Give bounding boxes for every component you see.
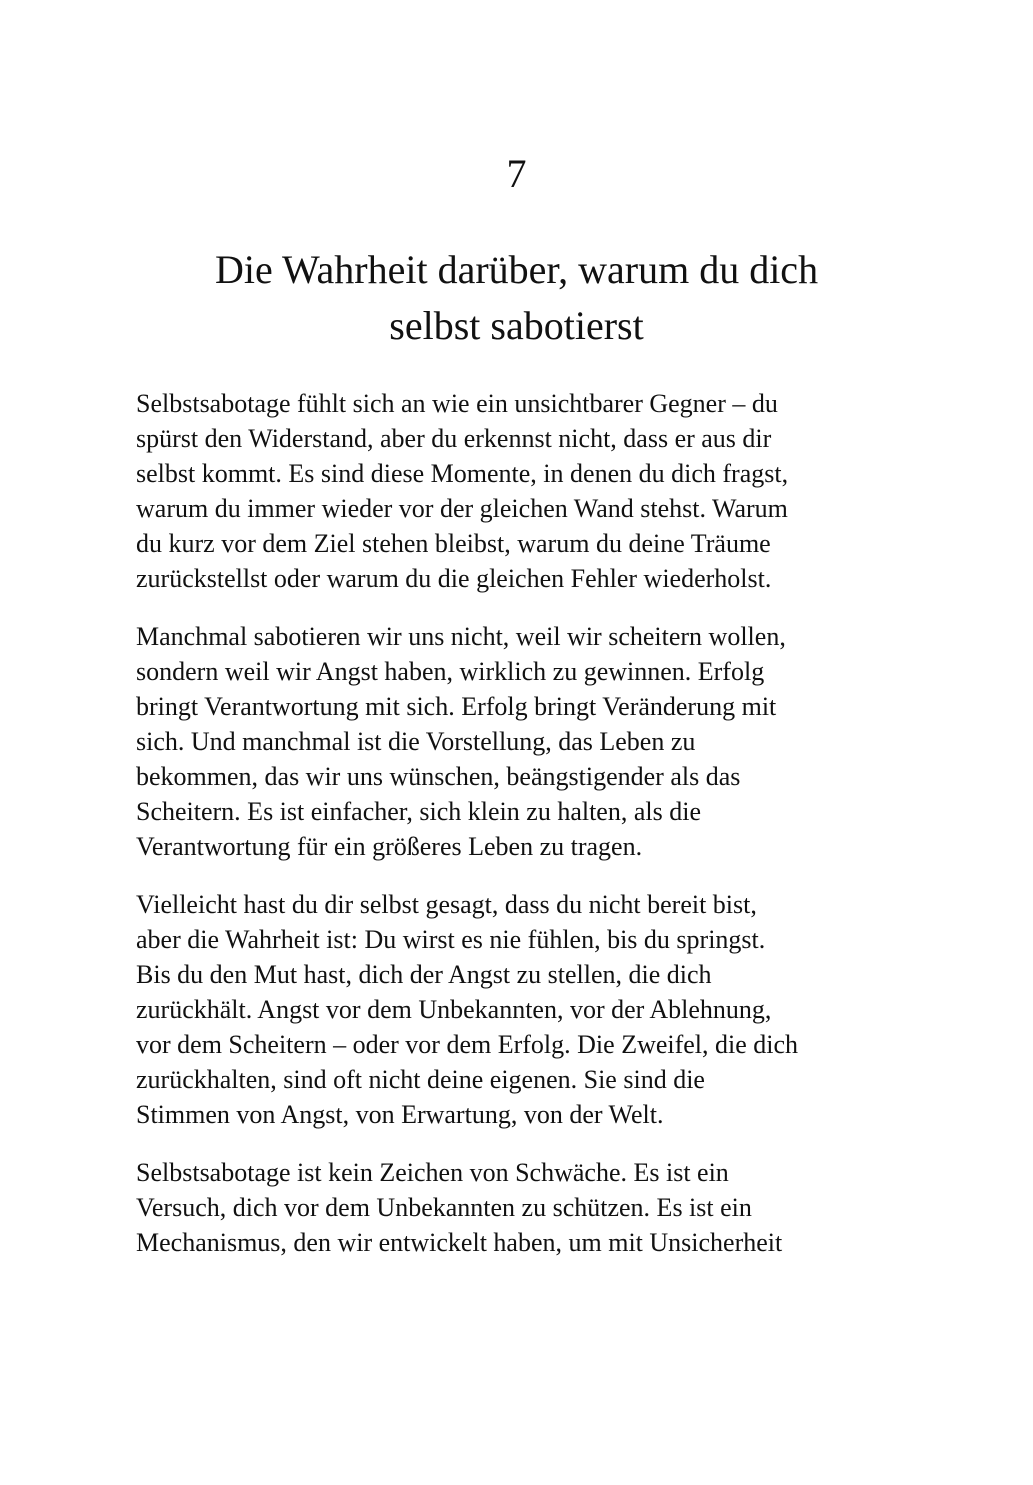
text-line: Selbstsabotage ist kein Zeichen von Schwäche. Es ist ein <box>136 1158 729 1187</box>
chapter-title <box>120 242 913 354</box>
text-line: Versuch, dich vor dem Unbekannten zu schützen. Es ist ein <box>136 1193 752 1222</box>
text-line: Mechanismus, den wir entwickelt haben, um mit Unsicherheit <box>136 1228 783 1257</box>
text-line: zurückstellst oder warum du die gleichen Fehler wiederholst. <box>136 564 772 593</box>
text-line: selbst kommt. Es sind diese Momente, in denen du dich fragst, <box>136 459 789 488</box>
text-line: bekommen, das wir uns wünschen, beängstigender als das <box>136 762 741 791</box>
paragraph-4 <box>136 1155 906 1260</box>
text-line: du kurz vor dem Ziel stehen bleibst, warum du deine Träume <box>136 529 771 558</box>
text-line: Bis du den Mut hast, dich der Angst zu stellen, die dich <box>136 960 712 989</box>
paragraph-3 <box>136 887 906 1132</box>
chapter-title-line: Die Wahrheit darüber, warum du dich <box>214 247 819 292</box>
chapter-number: 7 <box>506 151 527 196</box>
text-line: Manchmal sabotieren wir uns nicht, weil wir scheitern wollen, <box>136 622 786 651</box>
text-line: vor dem Scheitern – oder vor dem Erfolg. Die Zweifel, die dich <box>136 1030 799 1059</box>
text-line: sondern weil wir Angst haben, wirklich zu gewinnen. Erfolg <box>136 657 765 686</box>
paragraph-1 <box>136 386 906 596</box>
text-line: spürst den Widerstand, aber du erkennst nicht, dass er aus dir <box>136 424 772 453</box>
text-line: Selbstsabotage fühlt sich an wie ein unsichtbarer Gegner – du <box>136 389 778 418</box>
text-line: zurückhalten, sind oft nicht deine eigenen. Sie sind die <box>136 1065 705 1094</box>
text-line: bringt Verantwortung mit sich. Erfolg bringt Veränderung mit <box>136 692 777 721</box>
text-line: sich. Und manchmal ist die Vorstellung, das Leben zu <box>136 727 696 756</box>
text-line: zurückhält. Angst vor dem Unbekannten, vor der Ablehnung, <box>136 995 772 1024</box>
text-line: Scheitern. Es ist einfacher, sich klein zu halten, als die <box>136 797 701 826</box>
text-line: Vielleicht hast du dir selbst gesagt, dass du nicht bereit bist, <box>136 890 757 919</box>
body-text <box>136 386 906 1283</box>
text-line: aber die Wahrheit ist: Du wirst es nie fühlen, bis du springst. <box>136 925 766 954</box>
text-line: Stimmen von Angst, von Erwartung, von der Welt. <box>136 1100 664 1129</box>
text-line: warum du immer wieder vor der gleichen Wand stehst. Warum <box>136 494 788 523</box>
chapter-title-line: selbst sabotierst <box>389 303 644 348</box>
text-line: Verantwortung für ein größeres Leben zu tragen. <box>136 832 643 861</box>
paragraph-2 <box>136 619 906 864</box>
